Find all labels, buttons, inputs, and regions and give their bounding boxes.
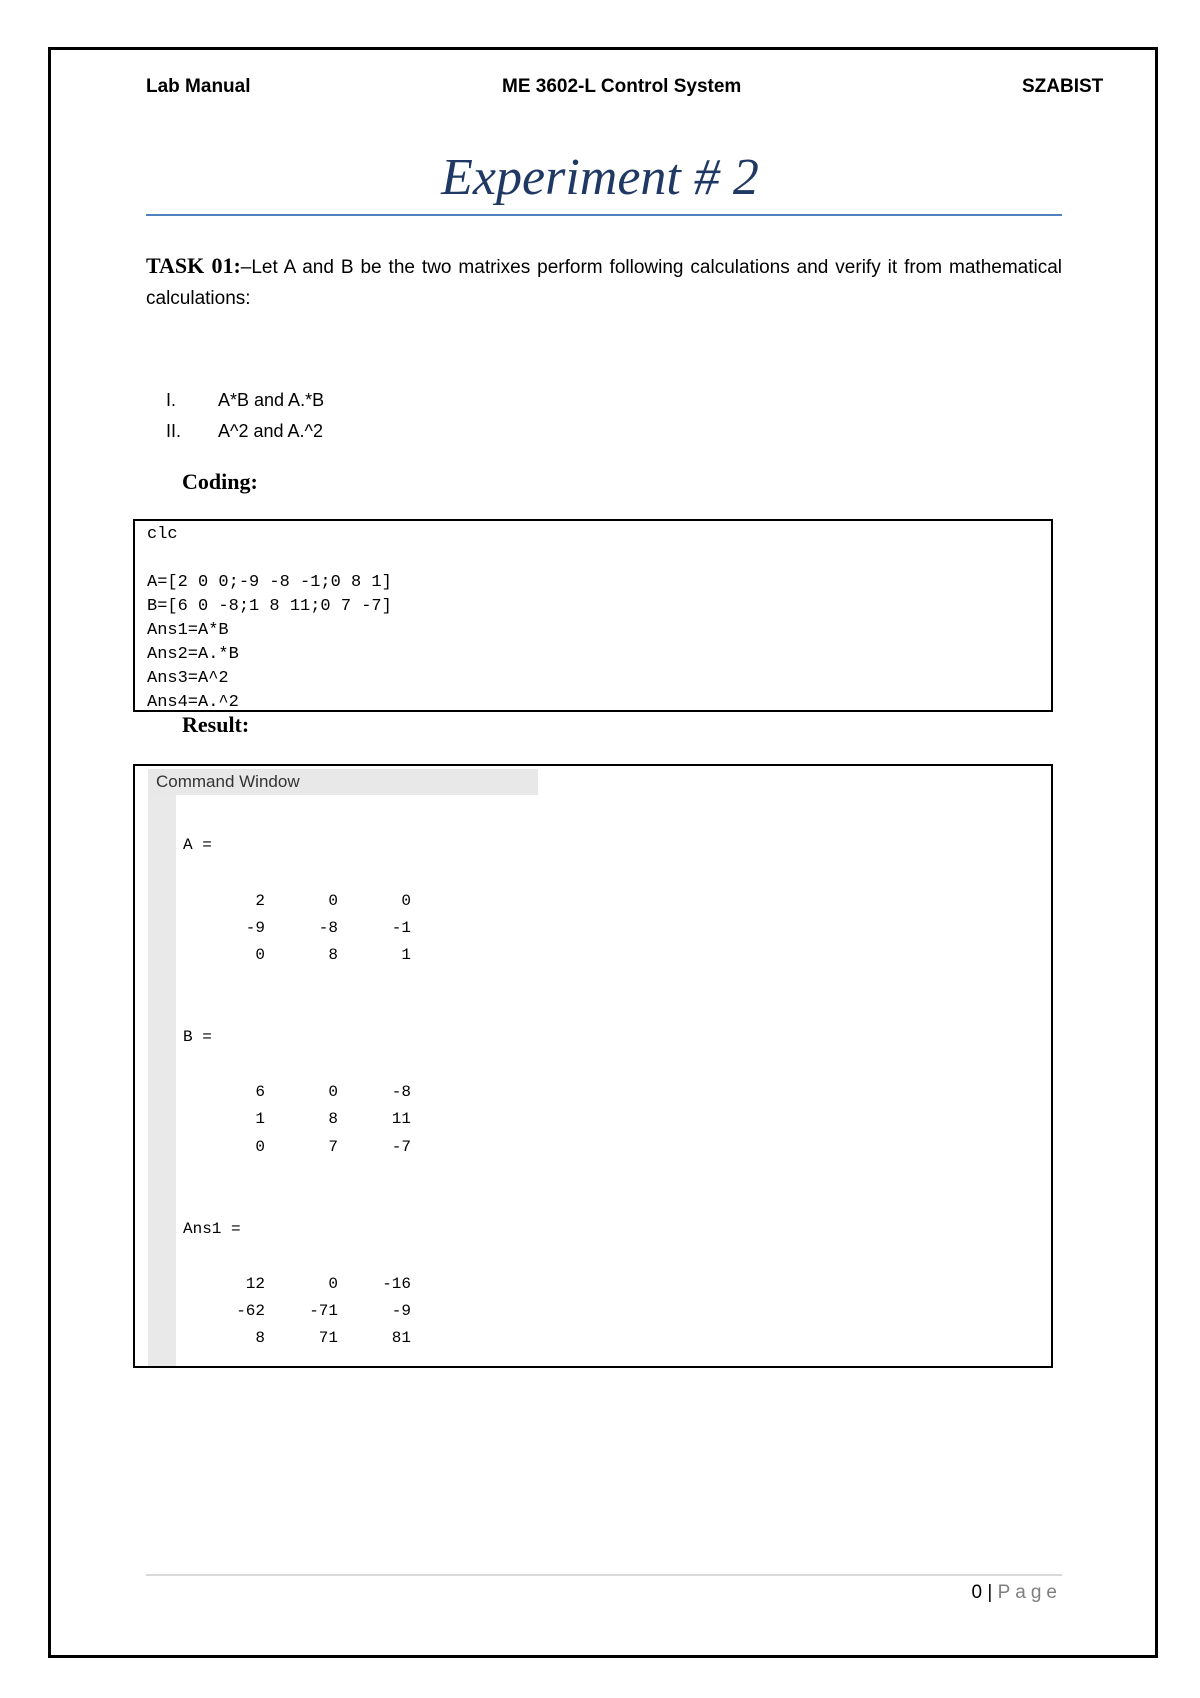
matrix-row — [195, 1110, 411, 1132]
list-item-number: II. — [166, 421, 182, 441]
matrix-cell: 2 — [255, 892, 265, 910]
matrix-label: Ans1 = — [183, 1220, 241, 1238]
code-line: Ans2=A.*B — [147, 645, 239, 664]
matrix-cell: 1 — [255, 1110, 265, 1128]
matrix-cell: 11 — [391, 1110, 411, 1128]
matrix-row — [195, 1138, 411, 1160]
result-heading: Result: — [182, 712, 250, 737]
list-item-number: I. — [166, 390, 177, 410]
matrix-cell: -1 — [391, 919, 411, 937]
matrix-label: A = — [183, 836, 212, 854]
task-paragraph — [146, 250, 1062, 314]
matrix-cell: 8 — [328, 946, 338, 964]
matrix-cell: 6 — [255, 1083, 265, 1101]
matrix-cell: 71 — [318, 1329, 338, 1347]
command-window-gutter — [148, 795, 176, 1368]
page-footer — [972, 1582, 1062, 1604]
matrix-cell: -7 — [391, 1138, 411, 1156]
code-line: Ans1=A*B — [147, 621, 229, 640]
code-line: clc — [147, 525, 178, 544]
matrix-cell: -9 — [245, 919, 265, 937]
task-text: –Let A and B be the two matrixes perform following calculations and verify it from mathematical calculations: — [146, 257, 1063, 309]
matrix-row — [195, 1329, 411, 1351]
coding-heading: Coding: — [182, 469, 258, 494]
matrix-row — [195, 1083, 411, 1105]
matrix-cell: -16 — [382, 1275, 411, 1293]
code-line: A=[2 0 0;-9 -8 -1;0 8 1] — [147, 573, 392, 592]
page-title: Experiment # 2 — [441, 149, 759, 206]
page-word: Page — [997, 1582, 1062, 1603]
matrix-cell: 8 — [328, 1110, 338, 1128]
matrix-cell: 81 — [391, 1329, 411, 1347]
task-label: TASK 01: — [146, 253, 241, 278]
list-item-text: A^2 and A.^2 — [218, 421, 323, 441]
header-right: SZABIST — [1022, 76, 1104, 97]
command-window-title: Command Window — [156, 772, 300, 791]
matrix-label: B = — [183, 1028, 212, 1046]
title-rule — [146, 214, 1062, 216]
matrix-cell: 7 — [328, 1138, 338, 1156]
matrix-row — [195, 1302, 411, 1324]
header-left: Lab Manual — [146, 76, 251, 97]
matrix-cell: -8 — [391, 1083, 411, 1101]
matrix-cell: -9 — [391, 1302, 411, 1320]
code-box — [133, 519, 1053, 712]
matrix-cell: 0 — [255, 1138, 265, 1156]
matrix-cell: 1 — [401, 946, 411, 964]
matrix-cell: -8 — [318, 919, 338, 937]
list-item-text: A*B and A.*B — [218, 390, 325, 410]
page-number: 0 — [971, 1582, 983, 1603]
matrix-cell: -62 — [236, 1302, 265, 1320]
matrix-row — [195, 892, 411, 914]
code-line: Ans4=A.^2 — [147, 693, 239, 712]
header-center: ME 3602-L Control System — [502, 76, 742, 97]
command-window-title-bar — [148, 769, 538, 795]
command-window[interactable] — [133, 764, 1053, 1368]
footer-rule — [146, 1574, 1062, 1576]
matrix-row — [195, 919, 411, 941]
matrix-cell: 8 — [255, 1329, 265, 1347]
matrix-cell: 0 — [328, 1275, 338, 1293]
code-line: Ans3=A^2 — [147, 669, 229, 688]
matrix-cell: 0 — [401, 892, 411, 910]
footer-separator: | — [987, 1582, 993, 1603]
matrix-row — [195, 946, 411, 968]
matrix-cell: -71 — [309, 1302, 338, 1320]
code-line: B=[6 0 -8;1 8 11;0 7 -7] — [147, 597, 392, 616]
matrix-cell: 0 — [328, 892, 338, 910]
matrix-row — [195, 1275, 411, 1297]
matrix-cell: 12 — [245, 1275, 265, 1293]
matrix-cell: 0 — [328, 1083, 338, 1101]
matrix-cell: 0 — [255, 946, 265, 964]
